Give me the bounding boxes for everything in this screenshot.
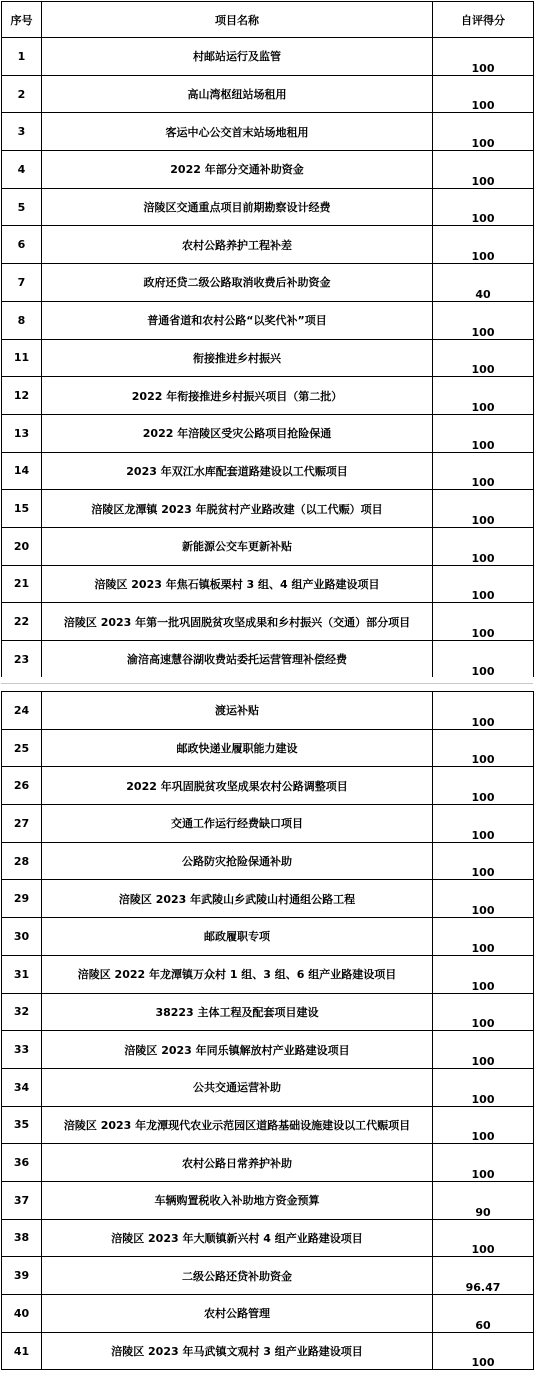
project-name: 农村公路养护工程补差 xyxy=(42,226,433,264)
self-score: 100 xyxy=(433,1106,534,1144)
self-score: 90 xyxy=(433,1181,534,1219)
project-name: 公路防灾抢险保通补助 xyxy=(42,842,433,880)
table-row xyxy=(2,1068,534,1106)
row-number: 3 xyxy=(2,113,42,151)
header-name: 项目名称 xyxy=(42,2,433,38)
project-name: 2022 年部分交通补助资金 xyxy=(42,151,433,189)
self-score: 100 xyxy=(433,490,534,528)
table-row xyxy=(2,151,534,189)
self-score: 100 xyxy=(433,1144,534,1182)
table-header-row xyxy=(2,2,534,38)
self-score: 100 xyxy=(433,1031,534,1069)
self-score: 100 xyxy=(433,918,534,956)
project-score-table-part2 xyxy=(1,691,534,1370)
row-number: 21 xyxy=(2,565,42,603)
header-score: 自评得分 xyxy=(433,2,534,38)
row-number: 14 xyxy=(2,452,42,490)
self-score: 100 xyxy=(433,1219,534,1257)
row-number: 36 xyxy=(2,1144,42,1182)
self-score: 100 xyxy=(433,414,534,452)
project-name: 涪陵区 2023 年焦石镇板栗村 3 组、4 组产业路建设项目 xyxy=(42,565,433,603)
row-number: 15 xyxy=(2,490,42,528)
row-number: 30 xyxy=(2,918,42,956)
project-name: 农村公路管理 xyxy=(42,1295,433,1333)
row-number: 27 xyxy=(2,805,42,843)
self-score: 100 xyxy=(433,527,534,565)
project-name: 涪陵区交通重点项目前期勘察设计经费 xyxy=(42,188,433,226)
table-row xyxy=(2,918,534,956)
row-number: 22 xyxy=(2,603,42,641)
self-score: 100 xyxy=(433,767,534,805)
self-score: 100 xyxy=(433,226,534,264)
header-no: 序号 xyxy=(2,2,42,38)
table-row xyxy=(2,1219,534,1257)
self-score: 100 xyxy=(433,1332,534,1370)
table-row xyxy=(2,880,534,918)
project-name: 涪陵区龙潭镇 2023 年脱贫村产业路改建（以工代赈）项目 xyxy=(42,490,433,528)
row-number: 1 xyxy=(2,38,42,76)
self-score: 100 xyxy=(433,842,534,880)
project-name: 涪陵区 2023 年武陵山乡武陵山村通组公路工程 xyxy=(42,880,433,918)
self-score: 60 xyxy=(433,1295,534,1333)
project-name: 普通省道和农村公路“以奖代补”项目 xyxy=(42,301,433,339)
row-number: 26 xyxy=(2,767,42,805)
table-row xyxy=(2,993,534,1031)
self-score: 100 xyxy=(433,565,534,603)
project-name: 涪陵区 2023 年龙潭现代农业示范园区道路基础设施建设以工代赈项目 xyxy=(42,1106,433,1144)
table-row xyxy=(2,452,534,490)
project-name: 渝涪高速慧谷湖收费站委托运营管理补偿经费 xyxy=(42,641,433,679)
project-name: 2022 年巩固脱贫攻坚成果农村公路调整项目 xyxy=(42,767,433,805)
row-number: 7 xyxy=(2,264,42,302)
self-score: 100 xyxy=(433,880,534,918)
row-number: 39 xyxy=(2,1257,42,1295)
self-score: 100 xyxy=(433,993,534,1031)
self-score: 100 xyxy=(433,1068,534,1106)
table-row xyxy=(2,565,534,603)
project-name: 涪陵区 2023 年同乐镇解放村产业路建设项目 xyxy=(42,1031,433,1069)
self-score: 96.47 xyxy=(433,1257,534,1295)
table-row xyxy=(2,38,534,76)
table-row xyxy=(2,339,534,377)
row-number: 6 xyxy=(2,226,42,264)
table-row xyxy=(2,767,534,805)
table-row xyxy=(2,1181,534,1219)
project-name: 公共交通运营补助 xyxy=(42,1068,433,1106)
table-row xyxy=(2,188,534,226)
self-score: 100 xyxy=(433,641,534,679)
self-score: 100 xyxy=(433,955,534,993)
self-score: 100 xyxy=(433,805,534,843)
row-number: 4 xyxy=(2,151,42,189)
row-number: 28 xyxy=(2,842,42,880)
row-number: 8 xyxy=(2,301,42,339)
table-row xyxy=(2,805,534,843)
table-row xyxy=(2,1295,534,1333)
project-name: 渡运补贴 xyxy=(42,692,433,730)
row-number: 34 xyxy=(2,1068,42,1106)
project-name: 衔接推进乡村振兴 xyxy=(42,339,433,377)
project-name: 38223 主体工程及配套项目建设 xyxy=(42,993,433,1031)
project-name: 交通工作运行经费缺口项目 xyxy=(42,805,433,843)
row-number: 37 xyxy=(2,1181,42,1219)
table-row xyxy=(2,1332,534,1370)
project-name: 涪陵区 2022 年龙潭镇万众村 1 组、3 组、6 组产业路建设项目 xyxy=(42,955,433,993)
project-name: 农村公路日常养护补助 xyxy=(42,1144,433,1182)
row-number: 24 xyxy=(2,692,42,730)
self-score: 40 xyxy=(433,264,534,302)
row-number: 12 xyxy=(2,377,42,415)
table-row xyxy=(2,490,534,528)
table-row xyxy=(2,414,534,452)
self-score: 100 xyxy=(433,188,534,226)
project-name: 车辆购置税收入补助地方资金预算 xyxy=(42,1181,433,1219)
project-name: 政府还贷二级公路取消收费后补助资金 xyxy=(42,264,433,302)
row-number: 33 xyxy=(2,1031,42,1069)
self-score: 100 xyxy=(433,113,534,151)
page-break xyxy=(0,677,534,691)
self-score: 100 xyxy=(433,452,534,490)
table-body-part1 xyxy=(2,38,534,679)
self-score: 100 xyxy=(433,339,534,377)
table-row xyxy=(2,729,534,767)
project-name: 高山湾枢纽站场租用 xyxy=(42,75,433,113)
row-number: 13 xyxy=(2,414,42,452)
self-score: 100 xyxy=(433,692,534,730)
project-name: 涪陵区 2023 年大顺镇新兴村 4 组产业路建设项目 xyxy=(42,1219,433,1257)
self-score: 100 xyxy=(433,729,534,767)
table-row xyxy=(2,264,534,302)
project-score-table-part1 xyxy=(1,1,534,679)
table-row xyxy=(2,113,534,151)
project-name: 涪陵区 2023 年第一批巩固脱贫攻坚成果和乡村振兴（交通）部分项目 xyxy=(42,603,433,641)
table-row xyxy=(2,1257,534,1295)
self-score: 100 xyxy=(433,377,534,415)
table-row xyxy=(2,527,534,565)
row-number: 20 xyxy=(2,527,42,565)
row-number: 35 xyxy=(2,1106,42,1144)
table-row xyxy=(2,692,534,730)
table-row xyxy=(2,1106,534,1144)
table-row xyxy=(2,226,534,264)
row-number: 11 xyxy=(2,339,42,377)
table-row xyxy=(2,955,534,993)
table-row xyxy=(2,1031,534,1069)
project-name: 客运中心公交首末站场地租用 xyxy=(42,113,433,151)
project-name: 2022 年衔接推进乡村振兴项目（第二批） xyxy=(42,377,433,415)
table-row xyxy=(2,75,534,113)
self-score: 100 xyxy=(433,603,534,641)
row-number: 2 xyxy=(2,75,42,113)
project-name: 2022 年涪陵区受灾公路项目抢险保通 xyxy=(42,414,433,452)
table-row xyxy=(2,377,534,415)
row-number: 5 xyxy=(2,188,42,226)
project-name: 2023 年双江水库配套道路建设以工代赈项目 xyxy=(42,452,433,490)
row-number: 31 xyxy=(2,955,42,993)
row-number: 32 xyxy=(2,993,42,1031)
table-row xyxy=(2,301,534,339)
project-name: 邮政快递业履职能力建设 xyxy=(42,729,433,767)
self-score: 100 xyxy=(433,75,534,113)
row-number: 25 xyxy=(2,729,42,767)
project-name: 邮政履职专项 xyxy=(42,918,433,956)
row-number: 40 xyxy=(2,1295,42,1333)
row-number: 23 xyxy=(2,641,42,679)
project-name: 村邮站运行及监管 xyxy=(42,38,433,76)
table-row xyxy=(2,603,534,641)
page-break-divider xyxy=(1,683,533,684)
self-score: 100 xyxy=(433,301,534,339)
row-number: 41 xyxy=(2,1332,42,1370)
table-body-part2 xyxy=(2,692,534,1370)
self-score: 100 xyxy=(433,151,534,189)
project-name: 涪陵区 2023 年马武镇文观村 3 组产业路建设项目 xyxy=(42,1332,433,1370)
row-number: 38 xyxy=(2,1219,42,1257)
row-number: 29 xyxy=(2,880,42,918)
project-name: 二级公路还贷补助资金 xyxy=(42,1257,433,1295)
self-score: 100 xyxy=(433,38,534,76)
table-row xyxy=(2,1144,534,1182)
project-name: 新能源公交车更新补贴 xyxy=(42,527,433,565)
table-row xyxy=(2,842,534,880)
table-row xyxy=(2,641,534,679)
